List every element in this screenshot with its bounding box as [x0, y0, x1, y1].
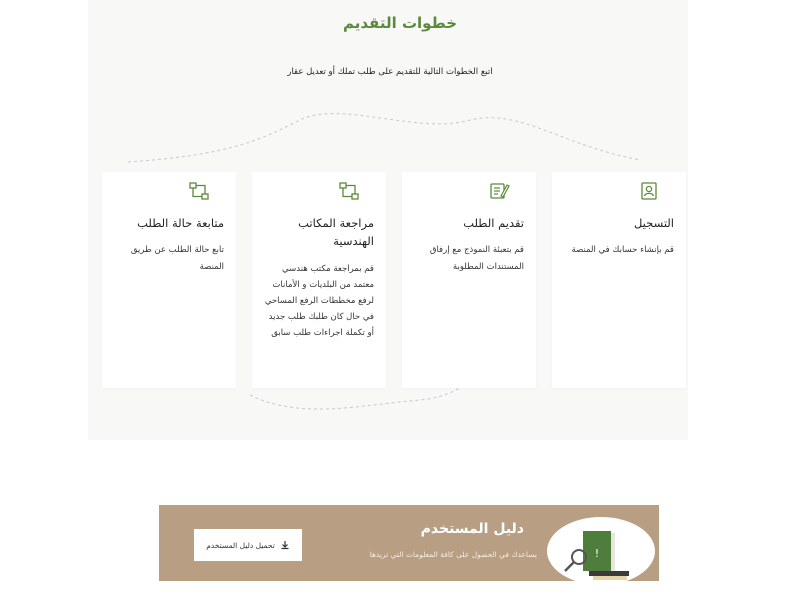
edit-form-icon	[488, 180, 510, 202]
step-title: متابعة حالة الطلب	[137, 216, 224, 230]
step-description: قم بتعبئة النموذج مع إرفاق المستندات المطلوبة	[429, 245, 524, 272]
workflow-icon	[338, 180, 360, 202]
guide-title: دليل المستخدم	[420, 521, 524, 537]
step-description: تابع حالة الطلب عن طريق المنصة	[130, 245, 224, 272]
step-card-submit	[402, 172, 536, 388]
step-card-track-status	[102, 172, 236, 388]
step-card-register	[552, 172, 686, 388]
step-title: مراجعة المكاتب الهندسية	[298, 216, 374, 249]
download-icon	[280, 540, 290, 550]
step-title: تقديم الطلب	[463, 216, 524, 230]
guide-book-illustration-icon	[539, 505, 659, 581]
page-subtitle: اتبع الخطوات التالية للتقديم على طلب تملك أو تعديل عقار	[287, 67, 493, 77]
user-guide-banner	[159, 505, 659, 581]
svg-text:!: !	[594, 547, 600, 560]
guide-subtitle: يساعدك في الحصول على كافة المعلومات التي تريدها	[369, 550, 537, 559]
workflow-icon	[188, 180, 210, 202]
download-guide-button[interactable]	[194, 529, 302, 561]
step-description: قم بإنشاء حسابك في المنصة	[571, 245, 674, 256]
download-guide-label: تحميل دليل المستخدم	[206, 540, 275, 550]
step-card-engineering-review	[252, 172, 386, 388]
register-user-icon	[638, 180, 660, 202]
step-title: التسجيل	[633, 216, 674, 230]
page-title: خطوات التقديم	[342, 14, 458, 32]
step-description: قم بمراجعة مكتب هندسي معتمد من البلديات و الأمانات لرفع مخططات الرفع المساحي في حال كان طلبك طلب جديد أو تكملة اجراءات طلب سابق	[264, 263, 374, 339]
